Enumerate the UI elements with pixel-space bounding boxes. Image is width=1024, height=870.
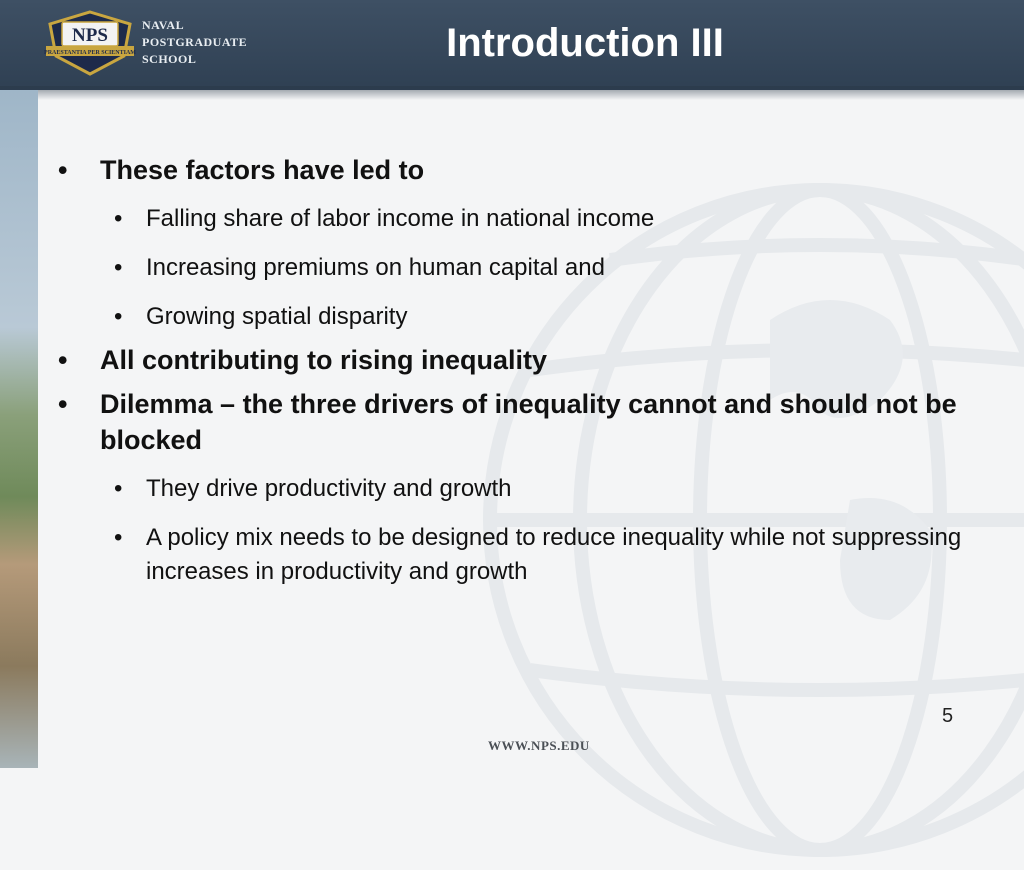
sub-bullet-text: Falling share of labor income in national income bbox=[146, 205, 655, 232]
nps-logo-icon bbox=[44, 10, 136, 76]
school-name-line-1: NAVAL bbox=[142, 18, 185, 32]
svg-text:PRAESTANTIA PER SCIENTIAM: PRAESTANTIA PER SCIENTIAM bbox=[44, 50, 136, 56]
sub-bullet-text: They drive productivity and growth bbox=[146, 475, 512, 502]
school-name bbox=[142, 17, 247, 68]
bullet-marker: • bbox=[114, 205, 123, 232]
slide-title: Introduction III bbox=[446, 21, 724, 65]
sub-bullet-item bbox=[58, 251, 968, 285]
bullet-marker: • bbox=[58, 345, 68, 375]
sub-bullet-item bbox=[58, 521, 968, 589]
bullet-marker: • bbox=[114, 254, 123, 281]
bullet-item bbox=[58, 152, 968, 188]
sub-bullet-text: A policy mix needs to be designed to reduce inequality while not suppressing increases in productivity and growth bbox=[146, 524, 962, 585]
bullet-text: Dilemma – the three drivers of inequality cannot and should not be blocked bbox=[100, 389, 957, 455]
sub-bullet-item bbox=[58, 300, 968, 334]
sub-bullet-item bbox=[58, 202, 968, 236]
sub-bullet-item bbox=[58, 472, 968, 506]
bullet-marker: • bbox=[58, 389, 68, 419]
bullet-item bbox=[58, 342, 968, 378]
bullet-marker: • bbox=[114, 475, 123, 502]
bullet-marker: • bbox=[114, 524, 123, 551]
header-shadow bbox=[0, 86, 1024, 100]
sub-bullet-text: Increasing premiums on human capital and bbox=[146, 254, 605, 281]
bullet-marker: • bbox=[114, 303, 123, 330]
bullet-text: These factors have led to bbox=[100, 155, 425, 185]
campus-photo-strip bbox=[0, 90, 38, 768]
bullet-marker: • bbox=[58, 155, 68, 185]
sub-bullet-text: Growing spatial disparity bbox=[146, 303, 408, 330]
bullet-list bbox=[58, 150, 968, 589]
bullet-item bbox=[58, 386, 968, 458]
bullet-text: All contributing to rising inequality bbox=[100, 345, 547, 375]
svg-text:NPS: NPS bbox=[72, 25, 108, 46]
school-name-line-2: POSTGRADUATE bbox=[142, 35, 248, 49]
footer-url: WWW.NPS.EDU bbox=[488, 738, 590, 753]
page-number: 5 bbox=[942, 705, 954, 727]
school-name-line-3: SCHOOL bbox=[142, 52, 197, 66]
